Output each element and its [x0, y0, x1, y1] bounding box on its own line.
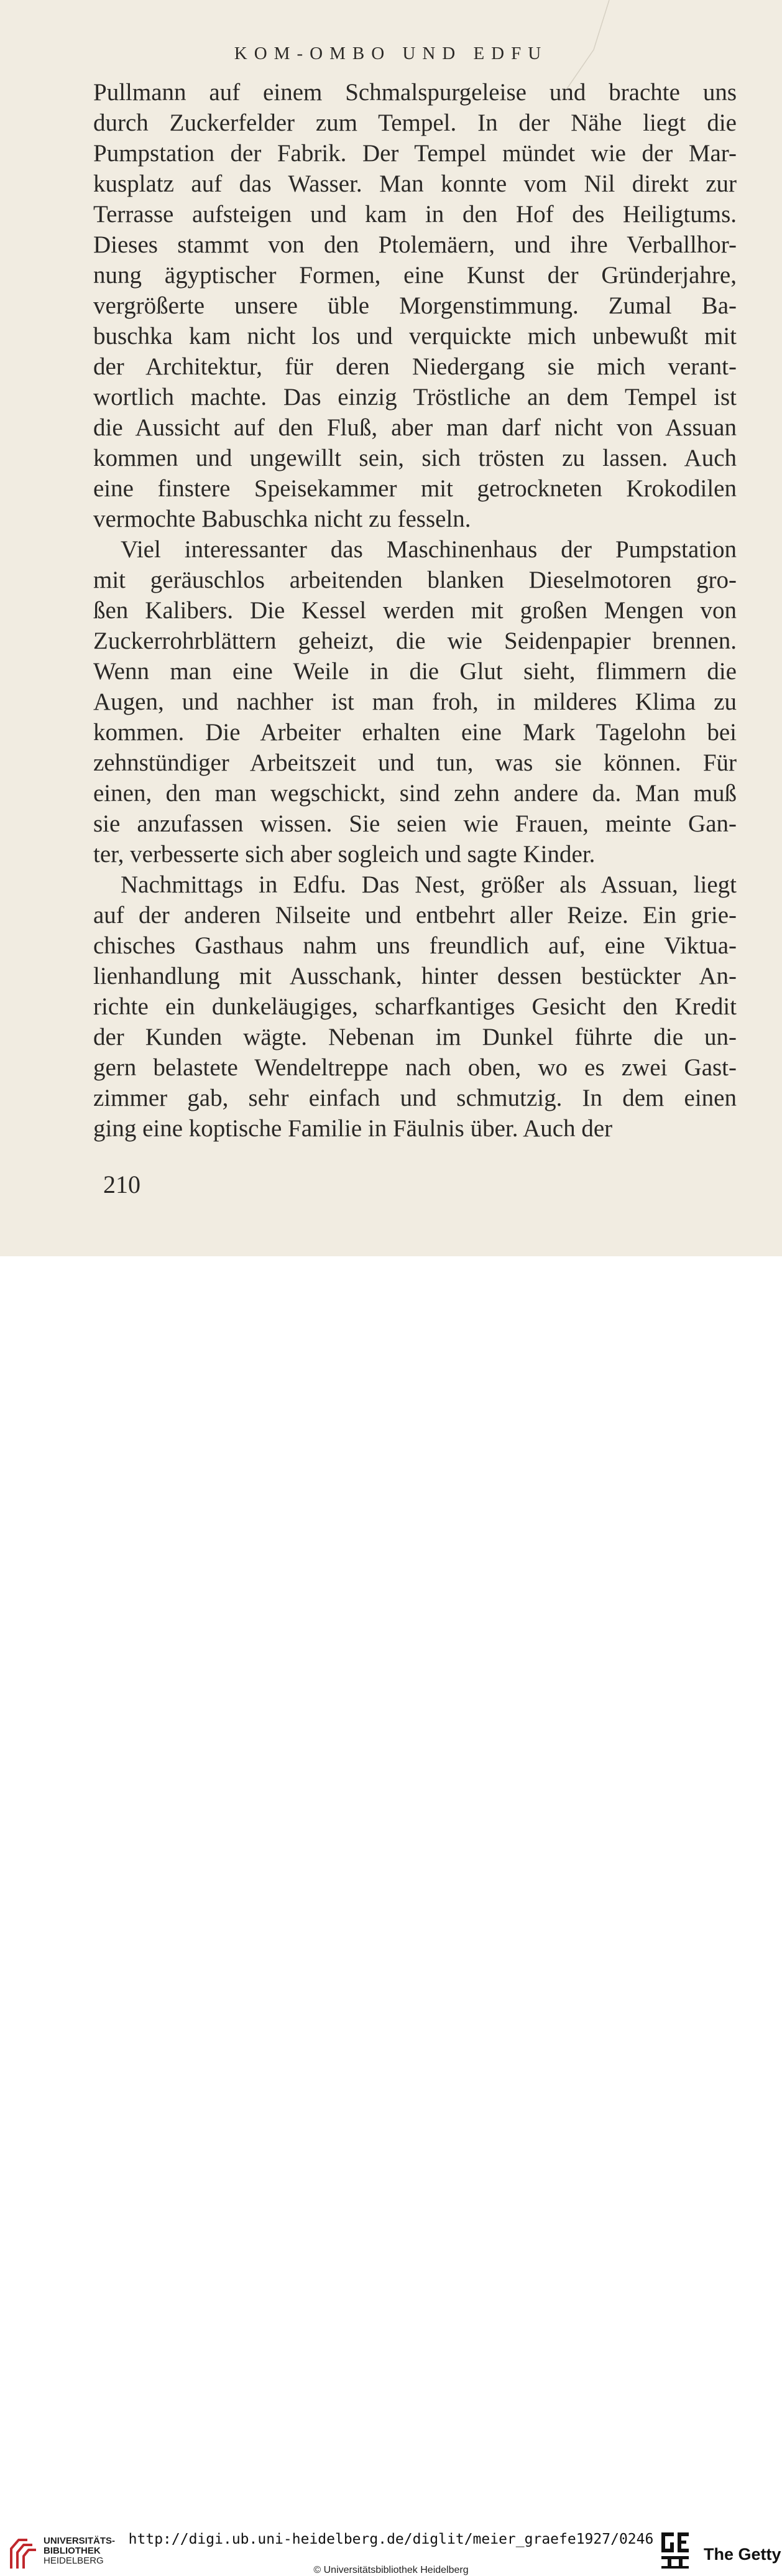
- text-line: auf der anderen Nilseite und entbehrt aller Reize. Ein grie-: [93, 902, 737, 929]
- partner-name: The Getty: [704, 2545, 781, 2564]
- digitization-footer: [0, 1256, 782, 2575]
- text-line: eine finstere Speisekammer mit getrockneten Krokodilen: [93, 475, 737, 502]
- text-line: richte ein dunkeläugiges, scharfkantiges Gesicht den Kredit: [93, 993, 737, 1020]
- text-line: Pumpstation der Fabrik. Der Tempel mündet wie der Mar-: [93, 140, 737, 167]
- text-line: durch Zuckerfelder zum Tempel. In der Nähe liegt die: [93, 109, 737, 136]
- library-name-line-2: BIBLIOTHEK: [44, 2546, 101, 2556]
- text-line: der Architektur, für deren Niedergang sie mich verant-: [93, 353, 737, 380]
- text-line: der Kunden wägte. Nebenan im Dunkel führte die un-: [93, 1024, 737, 1050]
- text-line: kusplatz auf das Wasser. Man konnte vom Nil direkt zur: [93, 170, 737, 197]
- text-line: die Aussicht auf den Fluß, aber man darf nicht von Assuan: [93, 414, 737, 441]
- text-line: kommen. Die Arbeiter erhalten eine Mark Tagelohn bei: [93, 719, 737, 746]
- text-line: mit geräuschlos arbeitenden blanken Dieselmotoren gro-: [93, 567, 737, 593]
- paragraph: [93, 869, 737, 1144]
- library-name-line-1: UNIVERSITÄTS-: [44, 2536, 116, 2546]
- paragraph: [93, 534, 737, 869]
- getty-logo-icon: [660, 2531, 690, 2570]
- text-line: buschka kam nicht los und verquickte mich unbewußt mit: [93, 323, 737, 350]
- text-line: Nachmittags in Edfu. Das Nest, größer als Assuan, liegt: [121, 871, 737, 898]
- body-text: [93, 77, 737, 1144]
- text-line: lienhandlung mit Ausschank, hinter dessen bestückter An-: [93, 963, 737, 989]
- copyright-notice: © Universitätsbibliothek Heidelberg: [313, 2565, 469, 2575]
- text-line: kommen und ungewillt sein, sich trösten zu lassen. Auch: [93, 445, 737, 471]
- text-line: zehnstündiger Arbeitszeit und tun, was sie können. Für: [93, 749, 737, 776]
- text-line: sie anzufassen wissen. Sie seien wie Frauen, meinte Gan-: [93, 810, 737, 837]
- text-line: Terrasse aufsteigen und kam in den Hof des Heiligtums.: [93, 201, 737, 228]
- text-line: vergrößerte unsere üble Morgenstimmung. Zumal Ba-: [93, 292, 737, 319]
- text-line: Viel interessanter das Maschinenhaus der Pumpstation: [121, 536, 737, 563]
- text-line: Zuckerrohrblättern geheizt, die wie Seidenpapier brennen.: [93, 628, 737, 654]
- text-line: gern belastete Wendeltreppe nach oben, wo es zwei Gast-: [93, 1054, 737, 1081]
- text-line: Pullmann auf einem Schmalspurgeleise und brachte uns: [93, 79, 737, 106]
- page-number: 210: [103, 1170, 140, 1198]
- text-line: vermochte Babuschka nicht zu fesseln.: [93, 506, 471, 532]
- text-line: nung ägyptischer Formen, eine Kunst der Gründerjahre,: [93, 262, 737, 289]
- permalink-url[interactable]: http://digi.ub.uni-heidelberg.de/diglit/meier_graefe1927/0246: [128, 2531, 654, 2547]
- library-name-line-3: HEIDELBERG: [44, 2555, 104, 2566]
- running-header: KOM-OMBO UND EDFU: [234, 44, 548, 63]
- text-line: wortlich machte. Das einzig Tröstliche an dem Tempel ist: [93, 384, 737, 410]
- text-line: zimmer gab, sehr einfach und schmutzig. In dem einen: [93, 1085, 737, 1111]
- text-line: ter, verbesserte sich aber sogleich und sagte Kinder.: [93, 841, 596, 868]
- paragraph: [93, 77, 737, 534]
- book-page: [0, 0, 782, 1256]
- text-line: einen, den man wegschickt, sind zehn andere da. Man muß: [93, 780, 737, 807]
- text-line: Wenn man eine Weile in die Glut sieht, flimmern die: [93, 658, 737, 685]
- text-line: chisches Gasthaus nahm uns freundlich auf, eine Viktua-: [93, 932, 737, 959]
- text-line: Augen, und nachher ist man froh, in milderes Klima zu: [93, 688, 737, 715]
- text-line: ging eine koptische Familie in Fäulnis über. Auch der: [93, 1115, 613, 1142]
- text-line: Dieses stammt von den Ptolemäern, und ihre Verballhor-: [93, 231, 737, 258]
- text-line: ßen Kalibers. Die Kessel werden mit großen Mengen von: [93, 597, 737, 624]
